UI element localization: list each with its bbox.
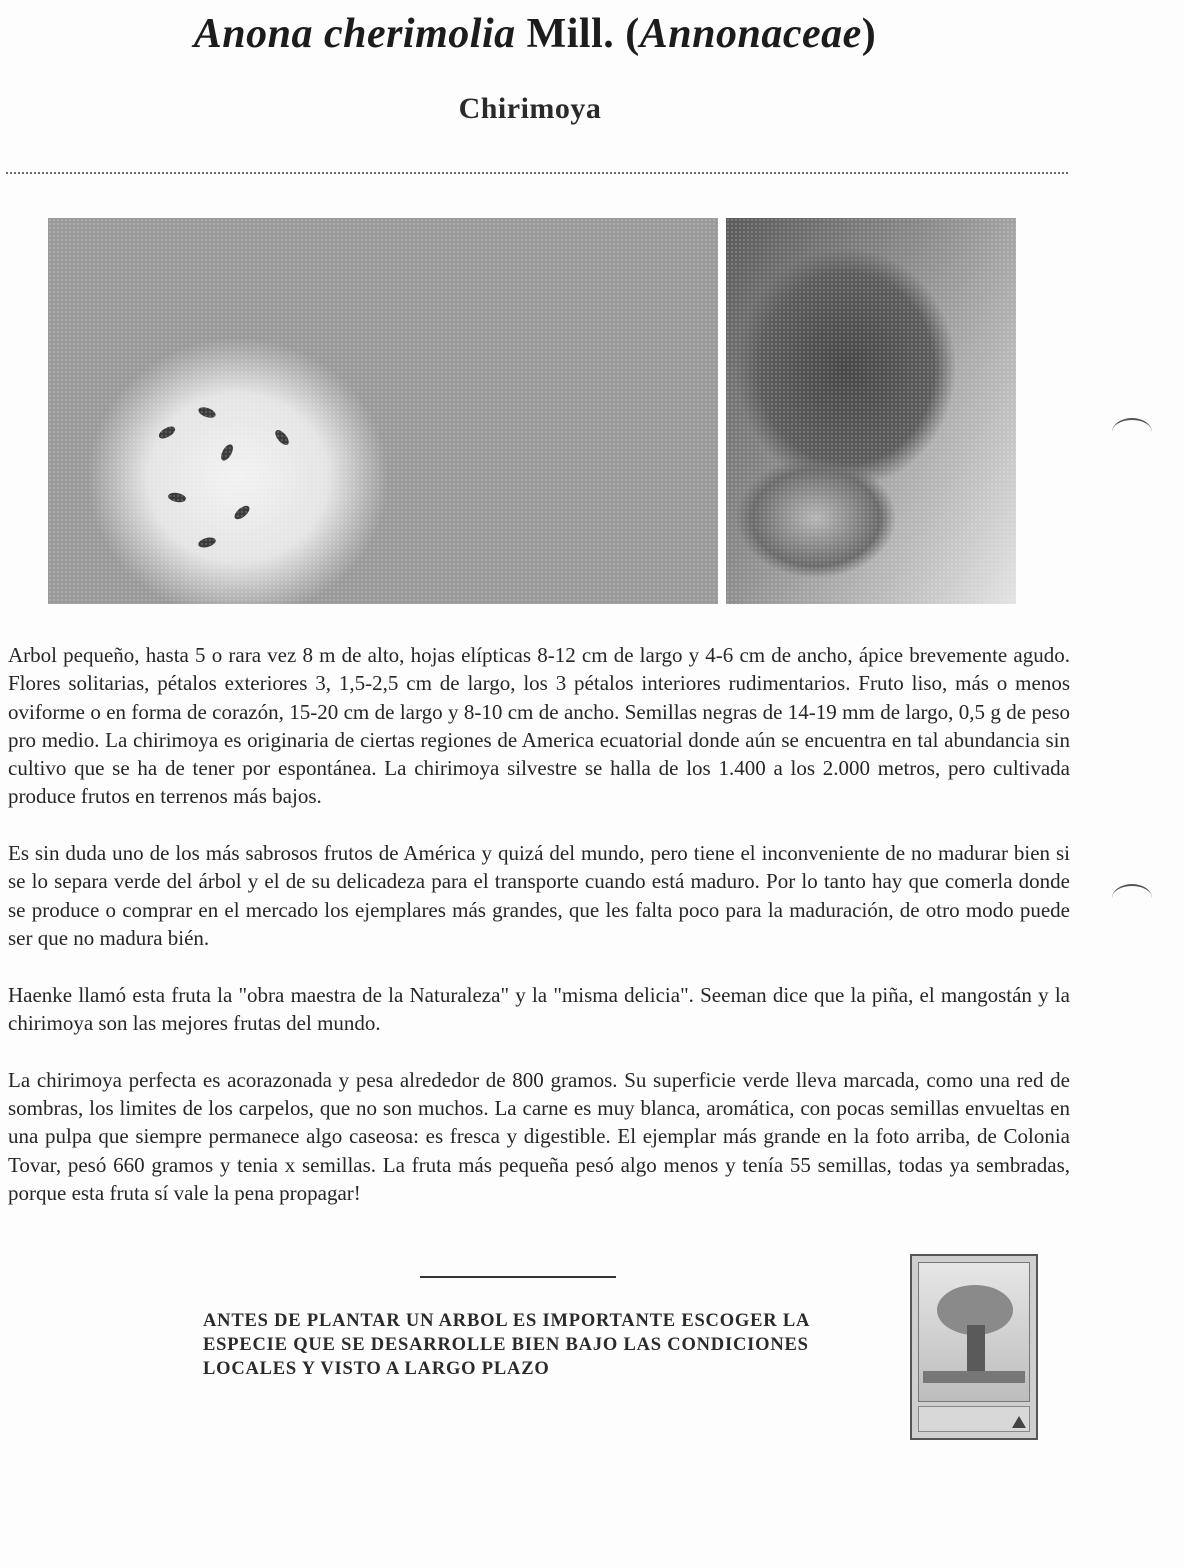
tree-trunk	[967, 1325, 985, 1375]
fruit-closeup-photo	[726, 218, 1016, 604]
page-title	[0, 10, 1070, 58]
paragraph: Es sin duda uno de los más sabrosos frutos de América y quizá del mundo, pero tiene el inconveniente de no madurar bien si se lo separa verde del árbol y el de su delicadeza para el transporte cuando está maduro. Por lo tanto hay que comerla donde se produce o comprar en el mercado los ejemplares más grandes, que les falta poco para la maduración, de otro modo puede ser que no madura bién.	[8, 841, 1070, 951]
title-close: )	[861, 11, 877, 57]
planting-notice: ANTES DE PLANTAR UN ARBOL ES IMPORTANTE ESCOGER LA ESPECIE QUE SE DESARROLLE BIEN BAJO LAS CONDICIONES LOCALES Y VISTO A LARGO PLAZO	[203, 1311, 810, 1379]
triangle-icon	[1012, 1416, 1026, 1428]
common-name: Chirimoya	[458, 92, 602, 125]
halftone-overlay	[726, 218, 1016, 604]
title-family: Annonaceae	[639, 11, 862, 57]
binder-hole	[1112, 884, 1152, 912]
tree-logo-icon	[910, 1254, 1038, 1440]
body-text	[8, 641, 1070, 1236]
cut-fruit-photo	[48, 218, 718, 604]
binder-hole	[1112, 418, 1152, 446]
logo-frame	[918, 1262, 1030, 1402]
halftone-overlay	[48, 218, 718, 604]
paragraph: La chirimoya perfecta es acorazonada y pesa alrededor de 800 gramos. Su superficie verde lleva marcada, como una red de sombras, los limites de los carpelos, que no son muchos. La carne es muy blanca, aromática, con pocas semillas envueltas en una pulpa que siempre permanece algo caseosa: es fresca y digestible. El ejemplar más grande en la foto arriba, de Colonia Tovar, pesó 660 gramos y tenia x semillas. La fruta más pequeña pesó algo menos y tenía 55 semillas, todas ya sembradas, porque esta fruta sí vale la pena propagar!	[8, 1067, 1070, 1205]
title-author: Mill. (	[515, 11, 640, 57]
short-divider	[420, 1276, 616, 1278]
dotted-divider	[6, 172, 1068, 174]
title-genus: Anona cherimolia	[193, 11, 516, 57]
tree-ground	[923, 1371, 1025, 1383]
paragraph: Arbol pequeño, hasta 5 o rara vez 8 m de alto, hojas elípticas 8-12 cm de largo y 4-6 cm de ancho, ápice brevemente agudo. Flores solitarias, pétalos exteriores 3, 1,5-2,5 cm de largo, los 3 pétalos interiores rudimentarios. Fruto liso, más o menos oviforme o en forma de corazón, 15-20 cm de largo y 8-10 cm de ancho. Semillas negras de 14-19 mm de largo, 0,5 g de peso pro medio. La chirimoya es originaria de ciertas regiones de America ecuatorial donde aún se encuentra en tal abundancia sin cultivo que se ha de tener por espontánea. La chirimoya silvestre se halla de los 1.400 a los 2.000 metros, pero cultivada produce frutos en terrenos más bajos.	[8, 643, 1070, 809]
paragraph: Haenke llamó esta fruta la "obra maestra de la Naturaleza" y la "misma delicia". Seeman dice que la piña, el mangostán y la chirimoya son las mejores frutas del mundo.	[8, 982, 1070, 1036]
